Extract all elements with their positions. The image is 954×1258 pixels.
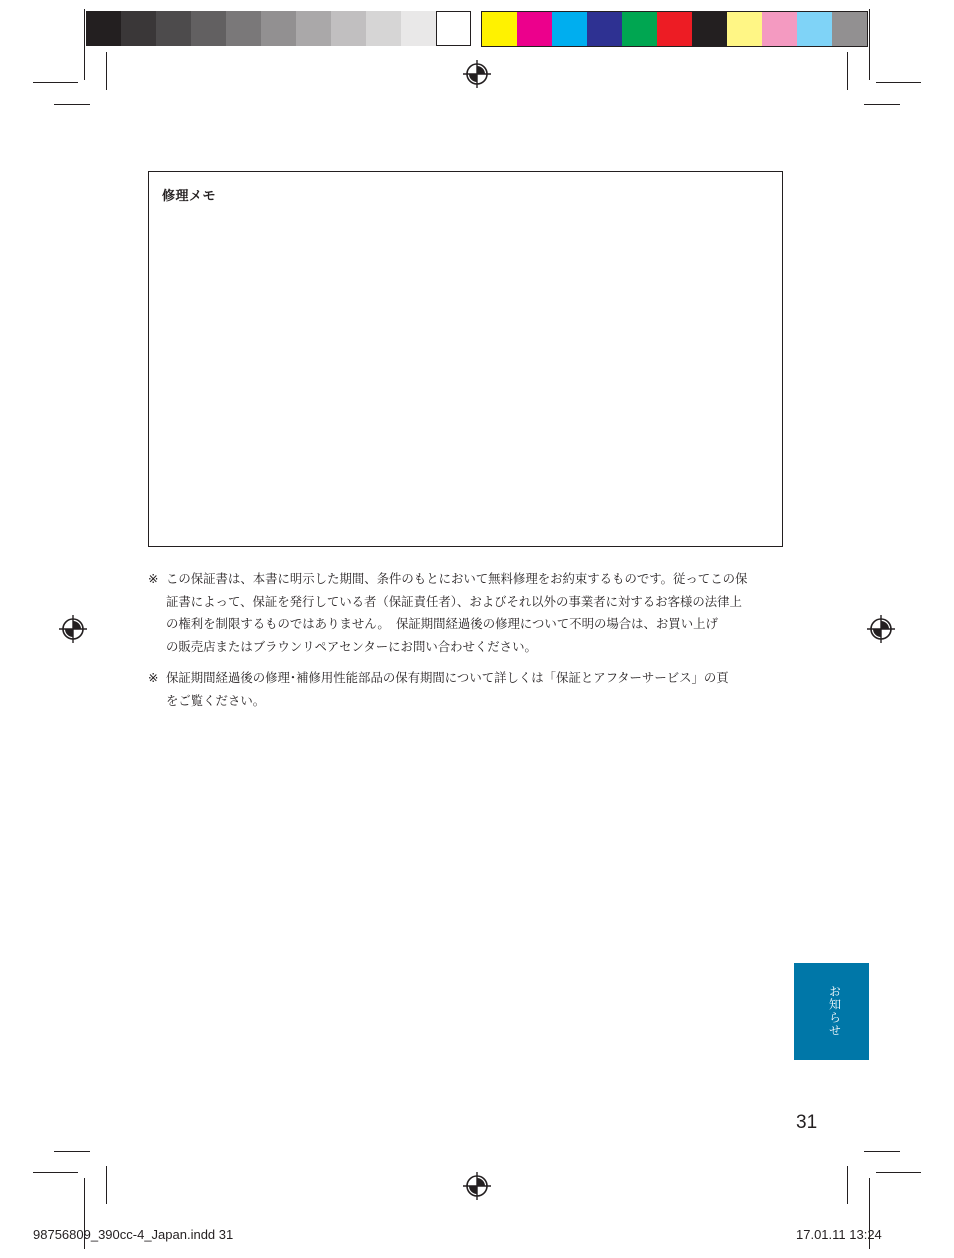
crop-mark [54, 104, 90, 105]
color-swatch [517, 12, 552, 46]
page-number: 31 [796, 1112, 818, 1133]
note-mark: ※ [148, 670, 159, 685]
color-swatch [261, 11, 296, 46]
color-swatch [331, 11, 366, 46]
note-text: 保証期間経過後の修理･補修用性能部品の保有期間について詳しくは「保証とアフターサービス」の頁 をご覧ください。 [166, 670, 729, 708]
crop-mark [864, 1151, 900, 1152]
color-swatch [622, 12, 657, 46]
crop-mark [106, 52, 107, 90]
footer-timestamp: 17.01.11 13:24 [796, 1227, 882, 1242]
color-swatch [191, 11, 226, 46]
grayscale-color-bar [86, 11, 471, 46]
crop-mark [864, 104, 900, 105]
color-swatch [86, 11, 121, 46]
color-swatch [366, 11, 401, 46]
section-tab-label: お知らせ [827, 985, 842, 1037]
footer-file-name: 98756809_390cc-4_Japan.indd 31 [33, 1227, 234, 1242]
registration-mark-icon [463, 1172, 491, 1200]
section-tab[interactable] [794, 963, 869, 1060]
registration-mark-icon [463, 60, 491, 88]
crop-mark [33, 82, 78, 83]
color-swatch [121, 11, 156, 46]
crop-mark [847, 52, 848, 90]
color-swatch [727, 12, 762, 46]
crop-mark [876, 82, 921, 83]
color-swatch [587, 12, 622, 46]
crop-mark [847, 1166, 848, 1204]
registration-mark-icon [59, 615, 87, 643]
crop-mark [54, 1151, 90, 1152]
registration-mark-icon [867, 615, 895, 643]
warranty-note [148, 568, 788, 658]
repair-memo-box[interactable] [148, 171, 783, 547]
color-swatch [296, 11, 331, 46]
memo-title: 修理メモ [162, 189, 217, 204]
crop-mark [106, 1166, 107, 1204]
note-text: この保証書は、本書に明示した期間、条件のもとにおいて無料修理をお約束するものです。従ってこの保 証書によって、保証を発行している者（保証責任者）、およびそれ以外の事業者に対するお客様の法律上 の権利を制限するものではありません。 保証期間経過後の修理について不明の場合は、お買い上げ の販売店またはブラウンリペアセンターにお問い合わせください。 [166, 571, 748, 654]
color-swatch [482, 12, 517, 46]
color-swatch [226, 11, 261, 46]
color-swatch [797, 12, 832, 46]
color-swatch [832, 12, 867, 46]
color-swatch [657, 12, 692, 46]
process-color-bar [481, 11, 868, 47]
color-swatch [552, 12, 587, 46]
color-swatch [762, 12, 797, 46]
color-swatch [401, 11, 436, 46]
parts-retention-note [148, 667, 788, 712]
crop-mark [869, 9, 870, 80]
crop-mark [876, 1172, 921, 1173]
crop-mark [84, 9, 85, 80]
color-swatch [692, 12, 727, 46]
color-swatch [436, 11, 471, 46]
color-swatch [156, 11, 191, 46]
note-mark: ※ [148, 571, 159, 586]
crop-mark [33, 1172, 78, 1173]
